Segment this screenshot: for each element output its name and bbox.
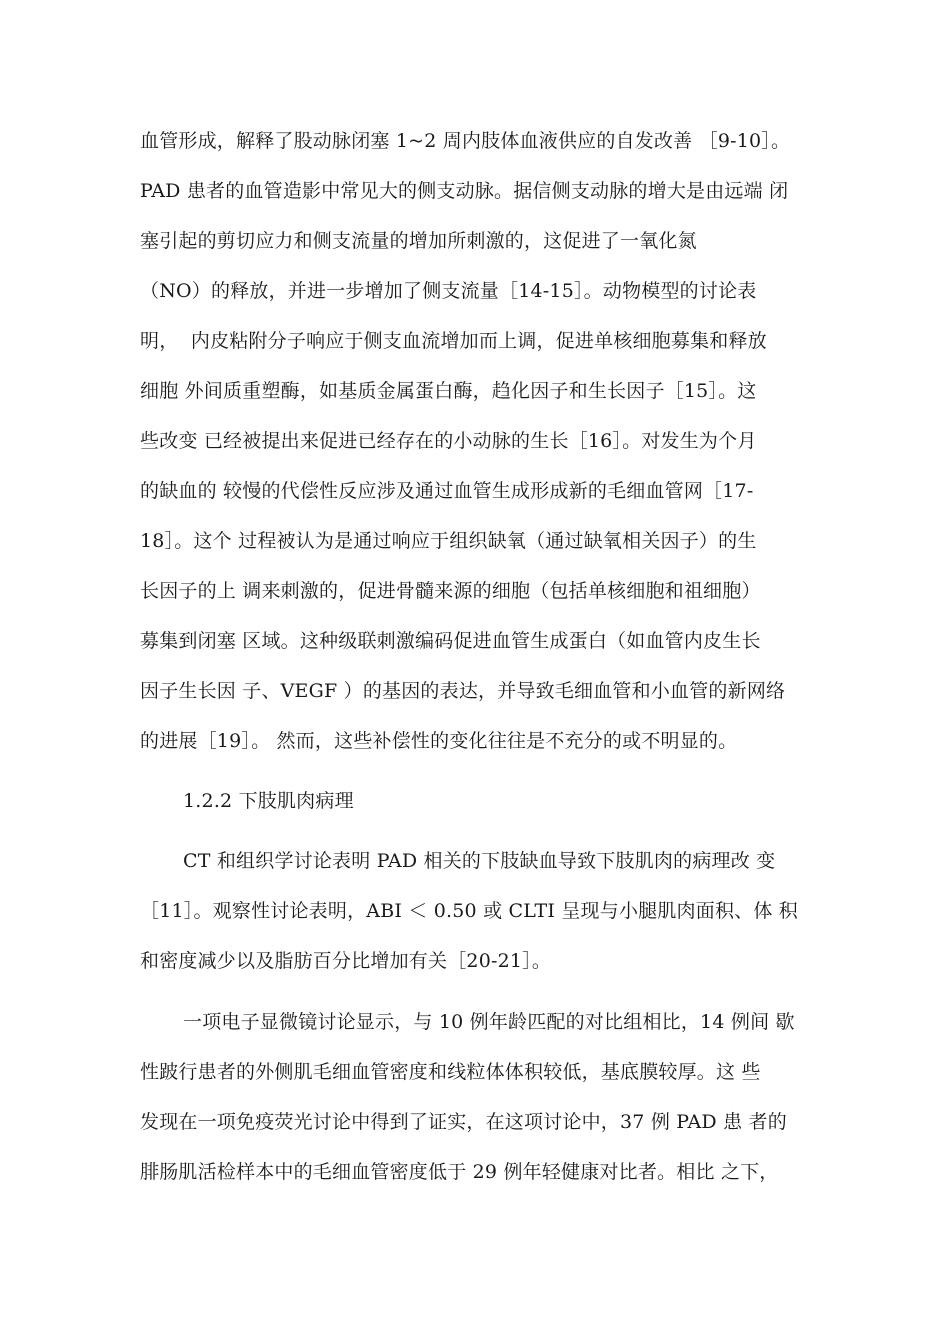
paragraph-1-line-10: 长因子的上 调来刺激的，促进骨髓来源的细胞（包括单核细胞和祖细胞） — [140, 580, 761, 602]
paragraph-3-line-2: 性跛行患者的外侧肌毛细血管密度和线粒体体积较低，基底膜较厚。这 些 — [140, 1061, 761, 1083]
section-heading: 1.2.2 下肢肌肉病理 — [183, 790, 354, 812]
paragraph-3-line-1: 一项电子显微镜讨论显示，与 10 例年龄匹配的对比组相比，14 例间 歇 — [183, 1011, 795, 1033]
paragraph-3-line-4: 腓肠肌活检样本中的毛细血管密度低于 29 例年轻健康对比者。相比 之下， — [140, 1161, 779, 1183]
paragraph-1-line-1: 血管形成，解释了股动脉闭塞 1~2 周内肢体血液供应的自发改善 ［9-10］。 — [140, 130, 791, 152]
paragraph-1-line-9: 18］。这个 过程被认为是通过响应于组织缺氧（通过缺氧相关因子）的生 — [140, 530, 757, 552]
paragraph-1-line-5: 明， 内皮粘附分子响应于侧支血流增加而上调，促进单核细胞募集和释放 — [140, 330, 767, 352]
paragraph-2-line-1: CT 和组织学讨论表明 PAD 相关的下肢缺血导致下肢肌肉的病理改 变 — [183, 850, 776, 872]
paragraph-1-line-4: （NO）的释放，并进一步增加了侧支流量［14-15］。动物模型的讨论表 — [140, 280, 757, 302]
paragraph-2-line-3: 和密度减少以及脂肪百分比增加有关［20-21］。 — [140, 950, 552, 972]
paragraph-1-line-12: 因子生长因 子、VEGF ）的基因的表达，并导致毛细血管和小血管的新网络 — [140, 680, 786, 702]
paragraph-1-line-6: 细胞 外间质重塑酶，如基质金属蛋白酶，趋化因子和生长因子［15］。这 — [140, 380, 757, 402]
paragraph-1-line-7: 些改变 已经被提出来促进已经存在的小动脉的生长［16］。对发生为个月 — [140, 430, 757, 452]
paragraph-1-line-3: 塞引起的剪切应力和侧支流量的增加所刺激的，这促进了一氧化氮 — [140, 230, 697, 252]
paragraph-1-line-13: 的进展［19］。 然而，这些补偿性的变化往往是不充分的或不明显的。 — [140, 730, 738, 752]
paragraph-1-line-11: 募集到闭塞 区域。这种级联刺激编码促进血管生成蛋白（如血管内皮生长 — [140, 630, 761, 652]
paragraph-1-line-8: 的缺血的 较慢的代偿性反应涉及通过血管生成形成新的毛细血管网［17- — [140, 480, 754, 502]
paragraph-2-line-2: ［11］。观察性讨论表明，ABI ＜ 0.50 或 CLTI 呈现与小腿肌肉面积、体 积 — [140, 900, 798, 922]
paragraph-3-line-3: 发现在一项免疫荧光讨论中得到了证实，在这项讨论中，37 例 PAD 患 者的 — [140, 1111, 787, 1133]
paragraph-1-line-2: PAD 患者的血管造影中常见大的侧支动脉。据信侧支动脉的增大是由远端 闭 — [140, 180, 789, 202]
